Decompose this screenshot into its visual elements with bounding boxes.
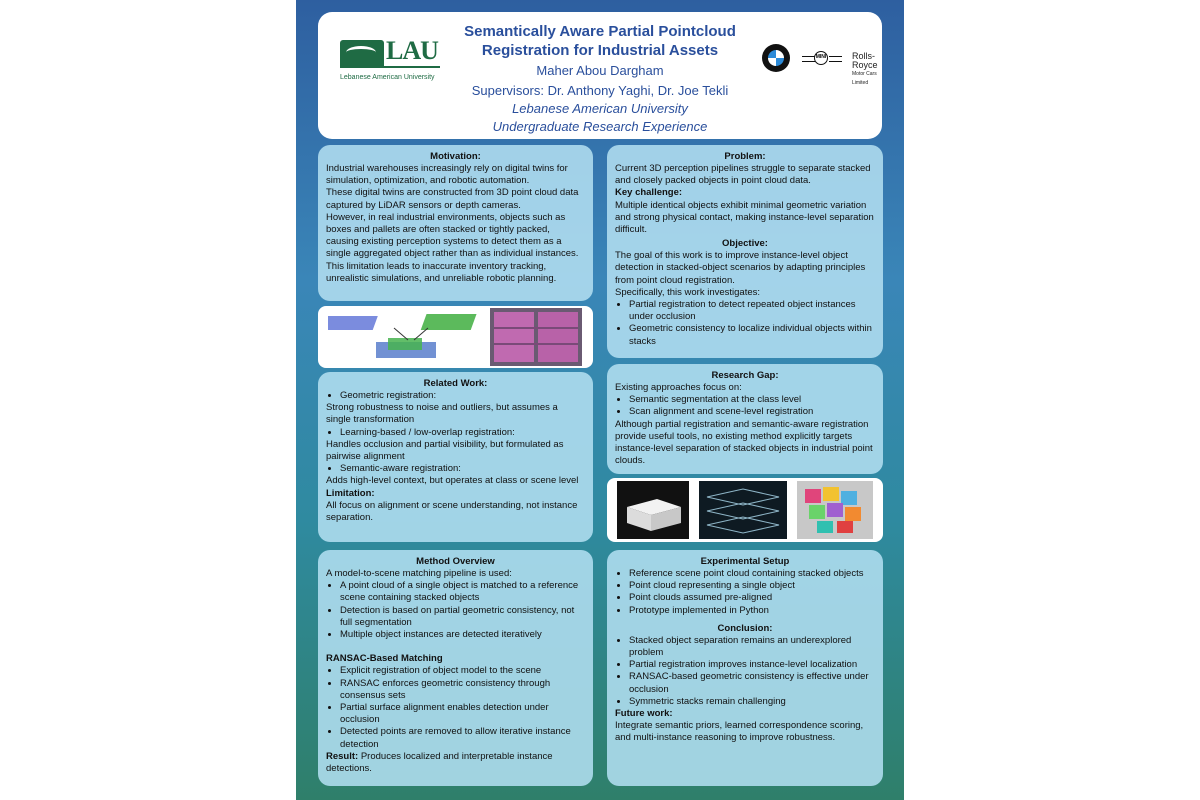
rolls-royce-logo-subtext: Motor Cars Limited [852, 71, 877, 86]
list-item: • RANSAC-based geometric consistency is effective under occlusion [629, 671, 875, 695]
conclusion-list [615, 635, 875, 708]
problem-section [607, 145, 883, 358]
objective-paragraph: Specifically, this work investigates: [615, 286, 761, 298]
list-item: • Prototype implemented in Python [629, 605, 875, 617]
experimental-setup-section [607, 550, 883, 786]
research-gap-heading: Research Gap: [711, 370, 779, 381]
result-label: Result: [326, 750, 359, 762]
list-item: • Point cloud representing a single object [629, 580, 875, 592]
list-item: • Semantic-aware registration: [340, 463, 585, 475]
motivation-heading: Motivation: [430, 151, 481, 162]
research-gap-paragraph: Although partial registration and semantic-aware registration provide useful tools, no existing method explicitly targets instance-level separation of stacked objects in industrial point clouds. [615, 418, 873, 467]
result-text: Produces localized and interpretable instance detections. [326, 750, 553, 775]
university-name: Lebanese American University [512, 101, 688, 116]
motivation-section [318, 145, 593, 301]
list-item: • Multiple object instances are detected iteratively [340, 629, 585, 641]
ransac-subheading: RANSAC-Based Matching [326, 653, 443, 665]
list-item: • Semantic segmentation at the class level [629, 394, 875, 406]
author-name: Maher Abou Dargham [536, 63, 664, 78]
list-item: • Explicit registration of object model to the scene [340, 665, 585, 677]
related-work-paragraph: Adds high-level context, but operates at class or scene level [326, 475, 579, 487]
list-item: • Partial surface alignment enables detection under occlusion [340, 702, 585, 726]
related-work-heading: Related Work: [423, 378, 488, 389]
list-item: • Learning-based / low-overlap registration: [340, 427, 585, 439]
list-item: • RANSAC enforces geometric consistency through consensus sets [340, 678, 585, 702]
ransac-list [326, 665, 585, 750]
rolls-royce-logo [852, 52, 882, 88]
list-item: • Partial registration to detect repeated object instances under occlusion [629, 299, 875, 323]
mini-logo-icon [802, 50, 842, 66]
method-overview-heading: Method Overview [416, 556, 495, 567]
list-item: • Symmetric stacks remain challenging [629, 696, 875, 708]
lau-emblem-icon [340, 40, 384, 66]
problem-heading: Problem: [724, 151, 766, 162]
stacked-pointcloud-image [699, 481, 787, 539]
mini-wing-right [829, 56, 842, 62]
list-item: • Reference scene point cloud containing stacked objects [629, 568, 875, 580]
research-gap-paragraph: Existing approaches focus on: [615, 382, 742, 393]
supervisors: Supervisors: Dr. Anthony Yaghi, Dr. Joe Tekli [471, 83, 729, 98]
poster-title: Semantically Aware Partial Pointcloud Registration for Industrial Assets [464, 23, 736, 59]
motivation-paragraph: This limitation leads to inaccurate inventory tracking, unrealistic simulations, and unreliable robotic planning. [326, 260, 557, 284]
related-work-section [318, 372, 593, 542]
list-item: • Partial registration improves instance-level localization [629, 659, 875, 671]
key-challenge-label: Key challenge: [615, 187, 683, 199]
pointcloud-image-strip [318, 306, 593, 368]
objective-heading: Objective: [722, 238, 768, 250]
object-image-strip [607, 478, 883, 542]
conclusion-heading: Conclusion: [717, 622, 773, 634]
lau-logo-subtext: Lebanese American University [340, 74, 435, 81]
related-work-paragraph: Strong robustness to noise and outliers, but assumes a single transformation [326, 402, 558, 426]
objective-list [615, 299, 875, 348]
box-model-image [617, 481, 689, 539]
list-item: • Scan alignment and scene-level registration [629, 406, 875, 418]
research-gap-section [607, 364, 883, 474]
limitation-text: All focus on alignment or scene understanding, not instance separation. [326, 499, 578, 524]
list-item: • Stacked object separation remains an underexplored problem [629, 635, 875, 659]
motivation-paragraph: Industrial warehouses increasingly rely on digital twins for simulation, optimization, and robotic automation. [326, 163, 568, 187]
list-item: • Detection is based on partial geometric consistency, not full segmentation [340, 605, 585, 629]
pointcloud-registration-image [328, 310, 486, 364]
mini-logo-text: MINI [815, 54, 827, 60]
experimental-setup-heading: Experimental Setup [700, 556, 790, 567]
lau-logo [340, 38, 442, 84]
warehouse-photo [490, 308, 582, 366]
lau-arabic-line [340, 66, 440, 72]
setup-list [615, 568, 875, 617]
list-item: • Detected points are removed to allow iterative instance detection [340, 726, 585, 750]
poster-header [318, 12, 882, 139]
motivation-paragraph: However, in real industrial environments, objects such as boxes and pallets are often stacked or tightly packed, causing existing perception systems to detect them as a single aggregated object rather than as individual instances. [326, 211, 579, 260]
list-item: • Geometric consistency to localize individual objects within stacks [629, 323, 875, 347]
list-item: • Point clouds assumed pre-aligned [629, 592, 875, 604]
motivation-paragraph: These digital twins are constructed from 3D point cloud data captured by LiDAR sensors or depth cameras. [326, 187, 579, 211]
related-work-paragraph: Handles occlusion and partial visibility, but formulated as pairwise alignment [326, 438, 564, 463]
objective-paragraph: The goal of this work is to improve instance-level object detection in stacked-object scenarios by adapting principles from point cloud registration. [615, 250, 866, 286]
method-overview-section [318, 550, 593, 786]
problem-paragraph: Multiple identical objects exhibit minimal geometric variation and strong physical contact, making instance-level separation difficult. [615, 199, 874, 236]
problem-paragraph: Current 3D perception pipelines struggle to separate stacked and closely packed objects in point cloud data. [615, 163, 871, 187]
list-item: • A point cloud of a single object is matched to a reference scene containing stacked objects [340, 580, 585, 604]
list-item: • Geometric registration: [340, 390, 585, 402]
program-name: Undergraduate Research Experience [492, 119, 708, 134]
limitation-label: Limitation: [326, 487, 375, 499]
future-work-label: Future work: [615, 708, 673, 720]
method-list [326, 580, 585, 641]
lau-logo-text: LAU [386, 36, 438, 65]
future-work-text: Integrate semantic priors, learned correspondence scoring, and multi-instance reasoning to improve robustness. [615, 720, 864, 744]
rolls-royce-logo-text: Rolls-Royce [852, 51, 878, 70]
detected-instances-image [797, 481, 873, 539]
research-gap-list [615, 394, 875, 418]
method-paragraph: A model-to-scene matching pipeline is used: [326, 568, 512, 579]
poster-title-block [448, 22, 752, 136]
poster [296, 0, 904, 800]
bmw-logo-icon [762, 44, 790, 72]
